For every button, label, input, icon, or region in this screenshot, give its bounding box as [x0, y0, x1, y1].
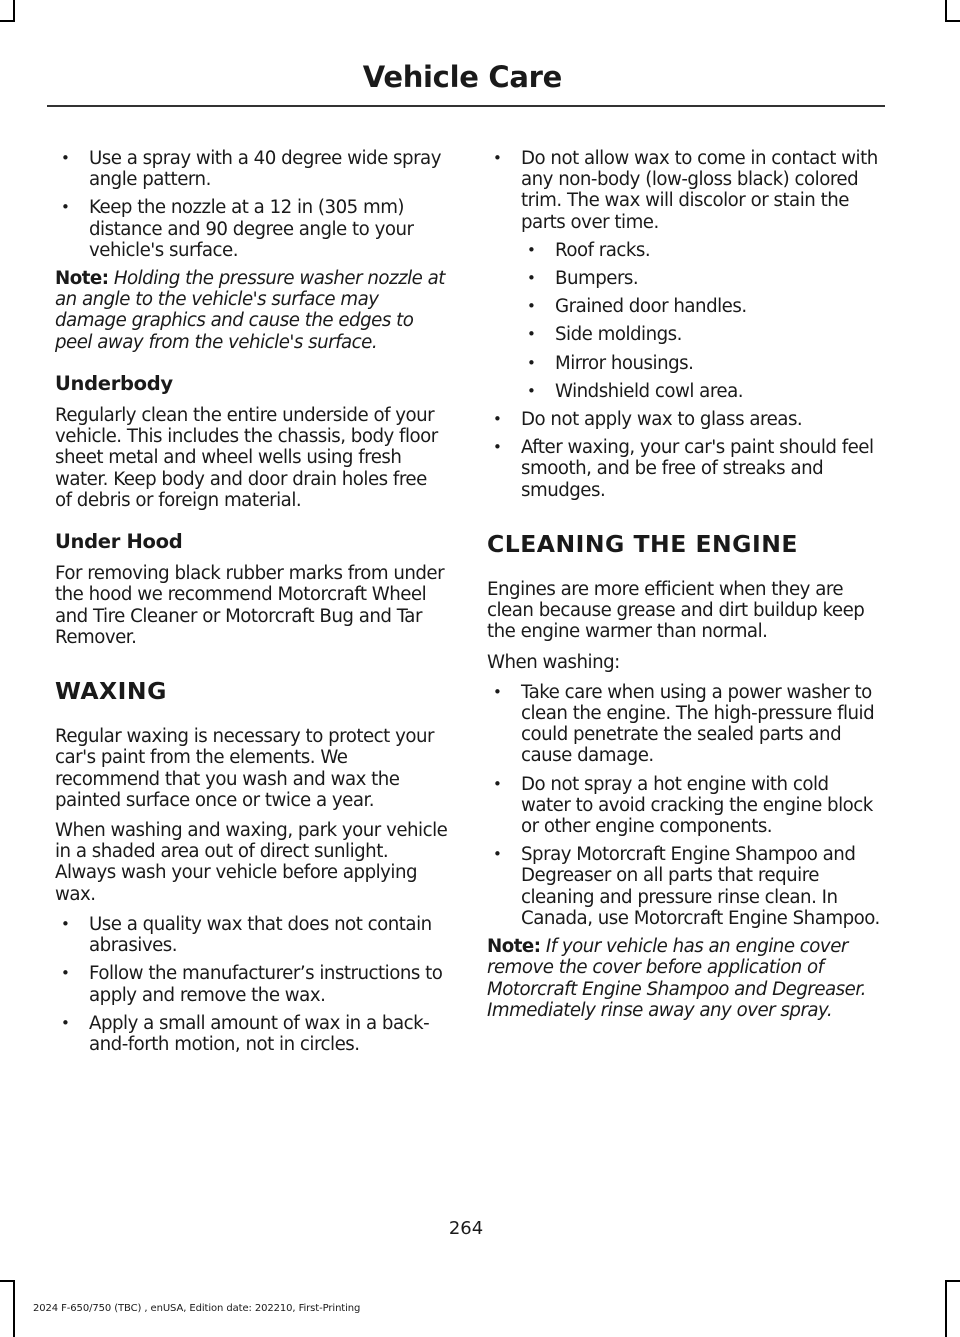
list-item: • Apply a small amount of wax in a back-and-forth motion, not in circles. — [55, 1013, 448, 1055]
list-item: • Do not spray a hot engine with cold water to avoid cracking the engine block or other engine components. — [487, 774, 882, 838]
sub-list-item: • Grained door handles. — [521, 296, 882, 317]
left-column — [55, 148, 448, 1062]
sub-list-item: • Mirror housings. — [521, 353, 882, 374]
crop-mark-bottom-right-horizontal — [945, 1280, 960, 1282]
under-hood-text: For removing black rubber marks from under the hood we recommend Motorcraft Wheel and Tire Cleaner or Motorcraft Bug and Tar Remover. — [55, 563, 445, 648]
crop-mark-top-right-horizontal — [945, 20, 960, 22]
crop-mark-bottom-left-vertical — [13, 1280, 15, 1337]
list-item: • Spray Motorcraft Engine Shampoo and Degreaser on all parts that require cleaning and pressure rinse clean. In Canada, use Motorcraft Engine Shampoo. — [487, 844, 882, 929]
note-paragraph — [55, 268, 448, 353]
waxing-conditions: When washing and waxing, park your vehicle in a shaded area out of direct sunlight. Always wash your vehicle before applying wax. — [55, 820, 448, 905]
under-hood-heading: Under Hood — [55, 530, 183, 554]
list-item: • Use a spray with a 40 degree wide spray angle pattern. — [55, 148, 448, 190]
page-number: 264 — [448, 1218, 484, 1239]
crop-mark-bottom-right-vertical — [945, 1280, 947, 1337]
wax-caution-list — [487, 148, 882, 501]
trim-parts-list — [521, 240, 882, 402]
list-item: • Follow the manufacturer’s instructions to apply and remove the wax. — [55, 963, 448, 1005]
note-label: Note: — [487, 936, 541, 958]
list-item: • Keep the nozzle at a 12 in (305 mm) distance and 90 degree angle to your vehicle's surface. — [55, 197, 448, 261]
sub-list-item: • Windshield cowl area. — [521, 381, 882, 402]
list-item: • Use a quality wax that does not contain abrasives. — [55, 914, 448, 956]
edition-footer: 2024 F-650/750 (TBC) , enUSA, Edition date: 202210, First-Printing — [33, 1303, 361, 1314]
list-item: • Do not apply wax to glass areas. — [487, 409, 882, 430]
crop-mark-top-left-vertical — [13, 0, 15, 20]
sub-list-item: • Side moldings. — [521, 324, 882, 345]
crop-mark-bottom-left-horizontal — [0, 1280, 15, 1282]
list-item-text: Do not allow wax to come in contact with any non-body (low-gloss black) colored trim. The wax will discolor or stain the parts over time. — [521, 148, 878, 233]
engine-washing-list — [487, 682, 882, 929]
cleaning-engine-heading: CLEANING THE ENGINE — [487, 529, 798, 558]
note-text: Holding the pressure washer nozzle at an angle to the vehicle's surface may damage graphics and cause the edges to peel away from the vehicle's surface. — [55, 268, 445, 353]
page-title: Vehicle Care — [362, 60, 562, 94]
waxing-intro: Regular waxing is necessary to protect your car's paint from the elements. We recommend that you wash and wax the painted surface once or twice a year. — [55, 726, 434, 811]
engine-intro: Engines are more efficient when they are clean because grease and dirt buildup keep the engine warmer than normal. — [487, 579, 865, 643]
right-column — [487, 148, 882, 1030]
note-text: If your vehicle has an engine cover remove the cover before application of Motorcraft Engine Shampoo and Degreaser. Immediately rinse away any over spray. — [487, 936, 866, 1021]
list-item — [487, 148, 882, 402]
sub-list-item: • Roof racks. — [521, 240, 882, 261]
engine-note-paragraph — [487, 936, 882, 1021]
note-label: Note: — [55, 268, 109, 290]
list-item: • Take care when using a power washer to clean the engine. The high-pressure fluid could penetrate the sealed parts and cause damage. — [487, 682, 882, 767]
when-washing-text: When washing: — [487, 651, 620, 673]
crop-mark-top-left-horizontal — [0, 20, 15, 22]
crop-mark-top-right-vertical — [945, 0, 947, 20]
underbody-text: Regularly clean the entire underside of your vehicle. This includes the chassis, body floor sheet metal and wheel wells using fresh water. Keep body and door drain holes free of debris or foreign material. — [55, 405, 438, 511]
list-item: • After waxing, your car's paint should feel smooth, and be free of streaks and smudges. — [487, 437, 882, 501]
underbody-heading: Underbody — [55, 371, 173, 395]
header-divider — [47, 105, 885, 107]
waxing-list — [55, 914, 448, 1055]
waxing-heading: WAXING — [55, 677, 167, 706]
pressure-washer-list — [55, 148, 448, 261]
sub-list-item: • Bumpers. — [521, 268, 882, 289]
